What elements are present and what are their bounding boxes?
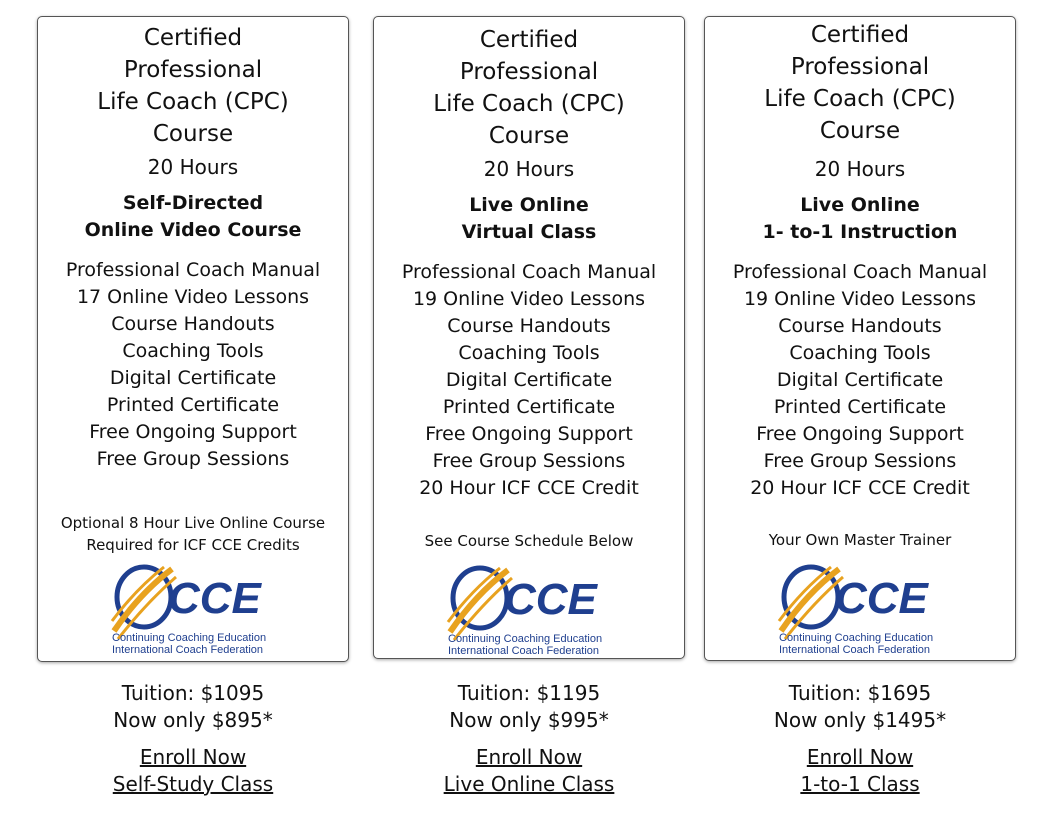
title-line: Certified <box>810 22 910 48</box>
feature-item: Coaching Tools <box>458 342 600 364</box>
feature-item: Printed Certificate <box>106 394 280 416</box>
format-line: 1- to-1 Instruction <box>762 221 958 243</box>
note-line: Optional 8 Hour Live Online Course <box>60 514 326 532</box>
format-line: Live Online <box>469 194 589 216</box>
title-line: Professional <box>790 54 930 80</box>
feature-item: 19 Online Video Lessons <box>743 288 977 310</box>
course-format <box>374 192 684 246</box>
swoosh-icon <box>112 567 176 639</box>
enroll-links <box>704 744 1016 798</box>
course-column-live-online <box>373 0 685 814</box>
course-title <box>38 17 348 150</box>
logo-line: Continuing Coaching Education <box>448 633 603 645</box>
logo-mark: CCE <box>835 574 928 623</box>
note-line: Required for ICF CCE Credits <box>86 536 300 554</box>
format-line: Live Online <box>800 194 920 216</box>
feature-item: Digital Certificate <box>776 369 944 391</box>
feature-item: Free Group Sessions <box>96 448 290 470</box>
title-line: Life Coach (CPC) <box>764 86 956 112</box>
course-column-one-to-one <box>704 0 1016 814</box>
course-format <box>705 192 1015 246</box>
title-line: Professional <box>123 57 263 83</box>
feature-item: Course Handouts <box>447 315 611 337</box>
feature-item: Digital Certificate <box>445 369 613 391</box>
enroll-now-link[interactable]: Enroll Now <box>806 745 914 769</box>
title-line: Life Coach (CPC) <box>97 89 289 115</box>
course-card <box>373 16 685 659</box>
course-card <box>704 16 1016 661</box>
feature-item: Professional Coach Manual <box>401 261 657 283</box>
title-line: Certified <box>479 27 579 53</box>
feature-item: Printed Certificate <box>773 396 947 418</box>
course-title <box>705 17 1015 147</box>
feature-item: 19 Online Video Lessons <box>412 288 646 310</box>
feature-list <box>705 259 1015 502</box>
swoosh-icon <box>448 568 512 640</box>
logo-line: Continuing Coaching Education <box>112 632 267 644</box>
note-line: See Course Schedule Below <box>424 532 634 550</box>
course-title <box>374 17 684 152</box>
pricing <box>373 680 685 798</box>
feature-item: Coaching Tools <box>789 342 931 364</box>
format-line: Self-Directed <box>122 192 264 214</box>
feature-item: Free Group Sessions <box>432 450 626 472</box>
feature-item: Free Group Sessions <box>763 450 957 472</box>
logo-line: Continuing Coaching Education <box>779 632 934 644</box>
class-link[interactable]: Live Online Class <box>443 772 615 796</box>
cce-logo <box>110 563 276 657</box>
course-card <box>37 16 349 662</box>
title-line: Certified <box>143 25 243 51</box>
cce-logo <box>777 563 943 657</box>
feature-list <box>38 257 348 473</box>
enroll-now-link[interactable]: Enroll Now <box>475 745 583 769</box>
feature-item: 17 Online Video Lessons <box>76 286 310 308</box>
tuition-price: Tuition: $1695 <box>788 681 932 705</box>
feature-item: Professional Coach Manual <box>65 259 321 281</box>
feature-item: Digital Certificate <box>109 367 277 389</box>
course-hours: 20 Hours <box>814 157 906 181</box>
format-line: Virtual Class <box>461 221 597 243</box>
class-link[interactable]: Self-Study Class <box>112 772 274 796</box>
tuition-price: Tuition: $1095 <box>121 681 265 705</box>
title-line: Life Coach (CPC) <box>433 91 625 117</box>
course-hours: 20 Hours <box>147 155 239 179</box>
sale-price: Now only $895* <box>113 708 273 732</box>
course-column-self-study <box>37 0 349 814</box>
enroll-now-link[interactable]: Enroll Now <box>139 745 247 769</box>
course-hours: 20 Hours <box>483 157 575 181</box>
feature-item: Course Handouts <box>111 313 275 335</box>
sale-price: Now only $1495* <box>773 708 947 732</box>
title-line: Professional <box>459 59 599 85</box>
swoosh-icon <box>779 567 843 639</box>
feature-item: Free Ongoing Support <box>425 423 633 445</box>
title-line: Course <box>488 123 570 149</box>
feature-item: 20 Hour ICF CCE Credit <box>419 477 639 499</box>
format-line: Online Video Course <box>84 219 302 241</box>
logo-mark: CCE <box>504 575 597 624</box>
note-line: Your Own Master Trainer <box>768 531 952 549</box>
feature-item: Free Ongoing Support <box>89 421 297 443</box>
enroll-links <box>37 744 349 798</box>
logo-line: International Coach Federation <box>779 644 931 656</box>
pricing <box>37 680 349 798</box>
pricing <box>704 680 1016 798</box>
feature-list <box>374 259 684 502</box>
feature-item: Coaching Tools <box>122 340 264 362</box>
course-format <box>38 190 348 244</box>
tuition-price: Tuition: $1195 <box>457 681 601 705</box>
logo-mark: CCE <box>168 574 261 623</box>
cce-logo <box>446 564 612 658</box>
logo-line: International Coach Federation <box>448 645 600 657</box>
course-note <box>374 530 684 552</box>
feature-item: Course Handouts <box>778 315 942 337</box>
feature-item: Printed Certificate <box>442 396 616 418</box>
feature-item: 20 Hour ICF CCE Credit <box>750 477 970 499</box>
sale-price: Now only $995* <box>449 708 609 732</box>
feature-item: Free Ongoing Support <box>756 423 964 445</box>
course-note <box>38 512 348 556</box>
class-link[interactable]: 1-to-1 Class <box>800 772 920 796</box>
feature-item: Professional Coach Manual <box>732 261 988 283</box>
title-line: Course <box>819 118 901 144</box>
logo-line: International Coach Federation <box>112 644 264 656</box>
enroll-links <box>373 744 685 798</box>
course-note <box>705 529 1015 551</box>
title-line: Course <box>152 121 234 147</box>
